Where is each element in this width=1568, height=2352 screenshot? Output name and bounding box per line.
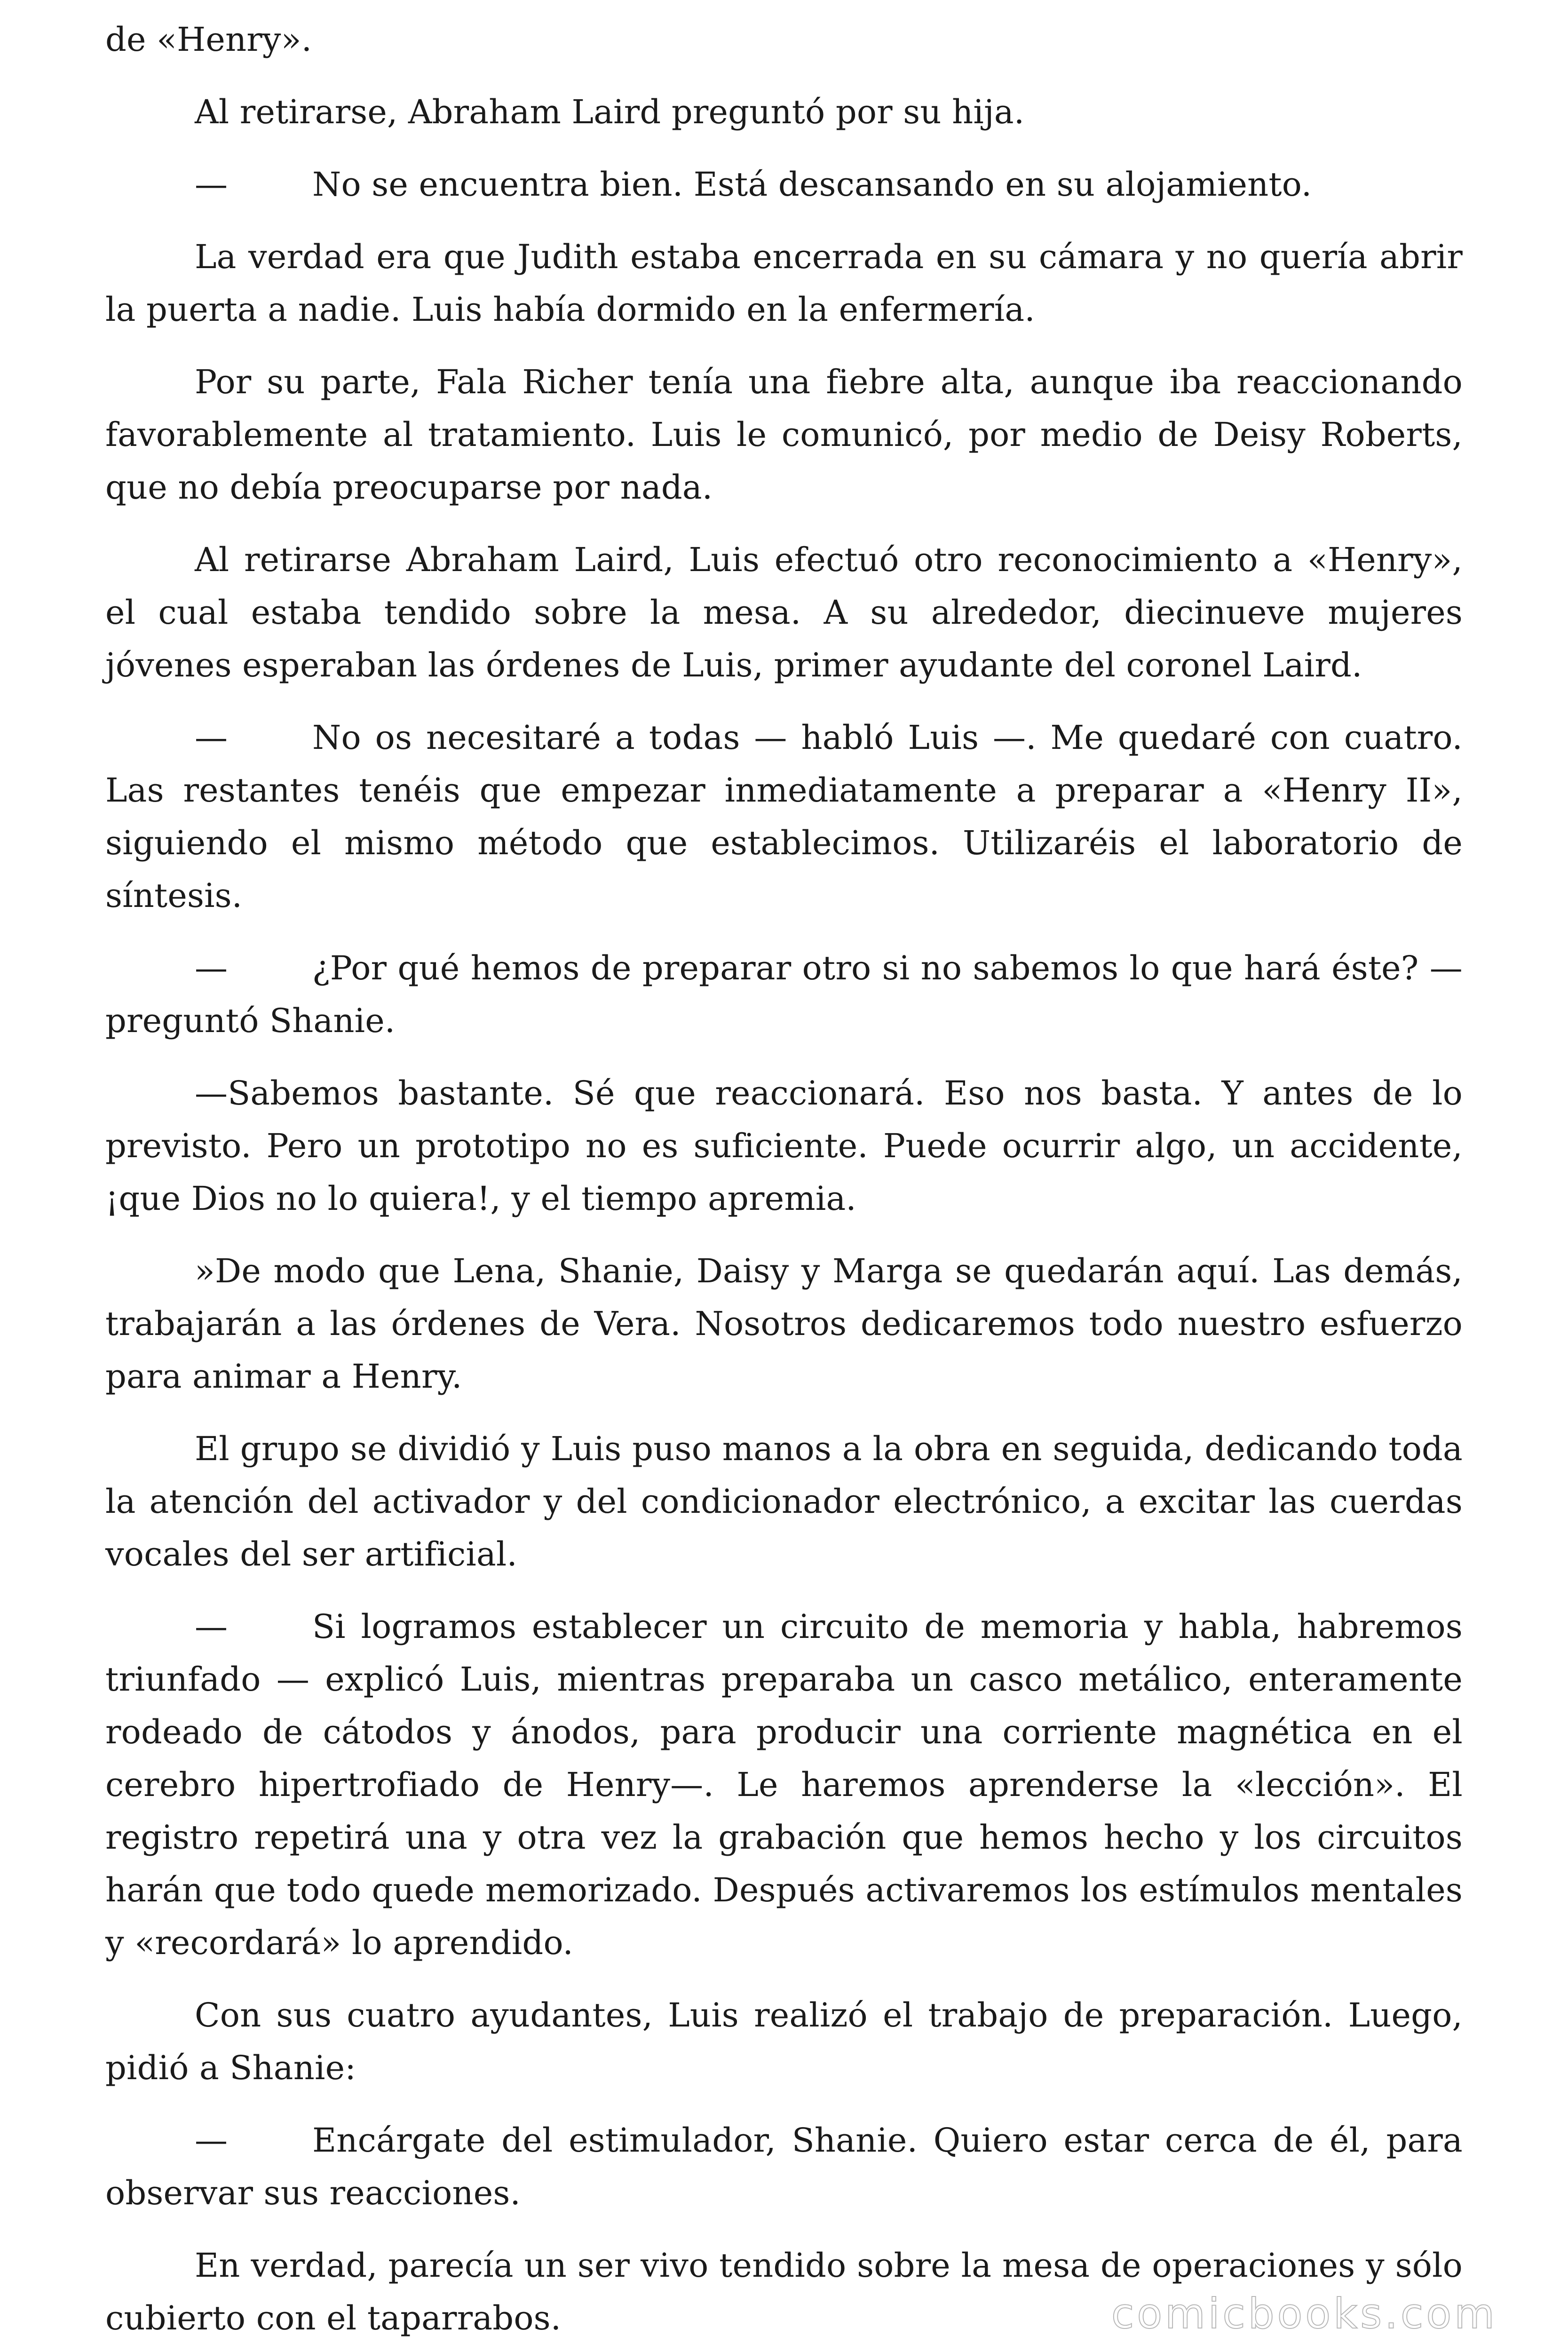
- paragraph-text: No se encuentra bien. Está descansando en su alojamiento.: [312, 165, 1312, 204]
- paragraph: [105, 1989, 1463, 2094]
- dialogue-paragraph: [105, 158, 1463, 211]
- paragraph-text: La verdad era que Judith estaba encerrada en su cámara y no quería abrir la puerta a nadie. Luis había dormido en la enfermería.: [105, 238, 1463, 329]
- watermark-logo: comicbooks.com: [1111, 2289, 1497, 2338]
- paragraph: [105, 356, 1463, 514]
- paragraph-text: El grupo se dividió y Luis puso manos a la obra en seguida, dedicando toda la atención del activador y del condicionador electrónico, a excitar las cuerdas vocales del ser artificial.: [105, 1430, 1463, 1573]
- paragraph: [105, 230, 1463, 336]
- paragraph-text: Al retirarse, Abraham Laird preguntó por su hija.: [195, 93, 1025, 131]
- dialogue-paragraph: [105, 942, 1463, 1047]
- paragraph-text: Con sus cuatro ayudantes, Luis realizó el trabajo de preparación. Luego, pidió a Shanie:: [105, 1996, 1463, 2087]
- dialogue-paragraph: [105, 1600, 1463, 1969]
- paragraph-text: Si logramos establecer un circuito de memoria y habla, habremos triunfado — explicó Luis, mientras preparaba un casco metálico, enteramente rodeado de cátodos y ánodos, para producir una corriente magnética en el cerebro hipertrofiado de Henry—. Le haremos aprenderse la «lección». El registro repetirá una y otra vez la grabación que hemos hecho y los circuitos harán que todo quede memorizado. Después activaremos los estímulos mentales y «recordará» lo aprendido.: [105, 1607, 1463, 1962]
- dialogue-dash: —: [195, 718, 228, 757]
- paragraph-text: de «Henry».: [105, 20, 312, 59]
- paragraph-text: No os necesitaré a todas — habló Luis —. Me quedaré con cuatro. Las restantes tenéis que empezar inmediatamente a preparar a «Henry II», siguiendo el mismo método que establecimos. Utilizaréis el laboratorio de síntesis.: [105, 718, 1463, 915]
- paragraph-text: En verdad, parecía un ser vivo tendido sobre la mesa de operaciones y sólo cubierto con el taparrabos.: [105, 2246, 1463, 2337]
- dialogue-dash: —: [195, 949, 228, 987]
- paragraph-text: Encárgate del estimulador, Shanie. Quiero estar cerca de él, para observar sus reacciones.: [105, 2121, 1463, 2212]
- paragraph: [105, 1067, 1463, 1225]
- paragraph-text: »De modo que Lena, Shanie, Daisy y Marga se quedarán aquí. Las demás, trabajarán a las órdenes de Vera. Nosotros dedicaremos todo nuestro esfuerzo para animar a Henry.: [105, 1252, 1463, 1396]
- paragraph: [105, 13, 1463, 66]
- dialogue-dash: —: [195, 1607, 228, 1646]
- paragraph: [105, 86, 1463, 138]
- paragraph-text: —Sabemos bastante. Sé que reaccionará. Eso nos basta. Y antes de lo previsto. Pero un prototipo no es suficiente. Puede ocurrir algo, un accidente, ¡que Dios no lo quiera!, y el tiempo apremia.: [105, 1074, 1463, 1218]
- paragraph-text: Por su parte, Fala Richer tenía una fiebre alta, aunque iba reaccionando favorablemente al tratamiento. Luis le comunicó, por medio de Deisy Roberts, que no debía preocuparse por nada.: [105, 363, 1463, 507]
- paragraph: [105, 1245, 1463, 1403]
- dialogue-dash: —: [195, 2121, 228, 2160]
- dialogue-dash: —: [195, 165, 228, 204]
- paragraph-text: ¿Por qué hemos de preparar otro si no sabemos lo que hará éste? — preguntó Shanie.: [105, 949, 1463, 1040]
- dialogue-paragraph: [105, 711, 1463, 922]
- paragraph: [105, 1422, 1463, 1581]
- paragraph: [105, 533, 1463, 691]
- book-page: [105, 13, 1463, 2352]
- paragraph-text: Al retirarse Abraham Laird, Luis efectuó otro reconocimiento a «Henry», el cual estaba tendido sobre la mesa. A su alrededor, diecinueve mujeres jóvenes esperaban las órdenes de Luis, primer ayudante del coronel Laird.: [105, 540, 1463, 684]
- dialogue-paragraph: [105, 2114, 1463, 2219]
